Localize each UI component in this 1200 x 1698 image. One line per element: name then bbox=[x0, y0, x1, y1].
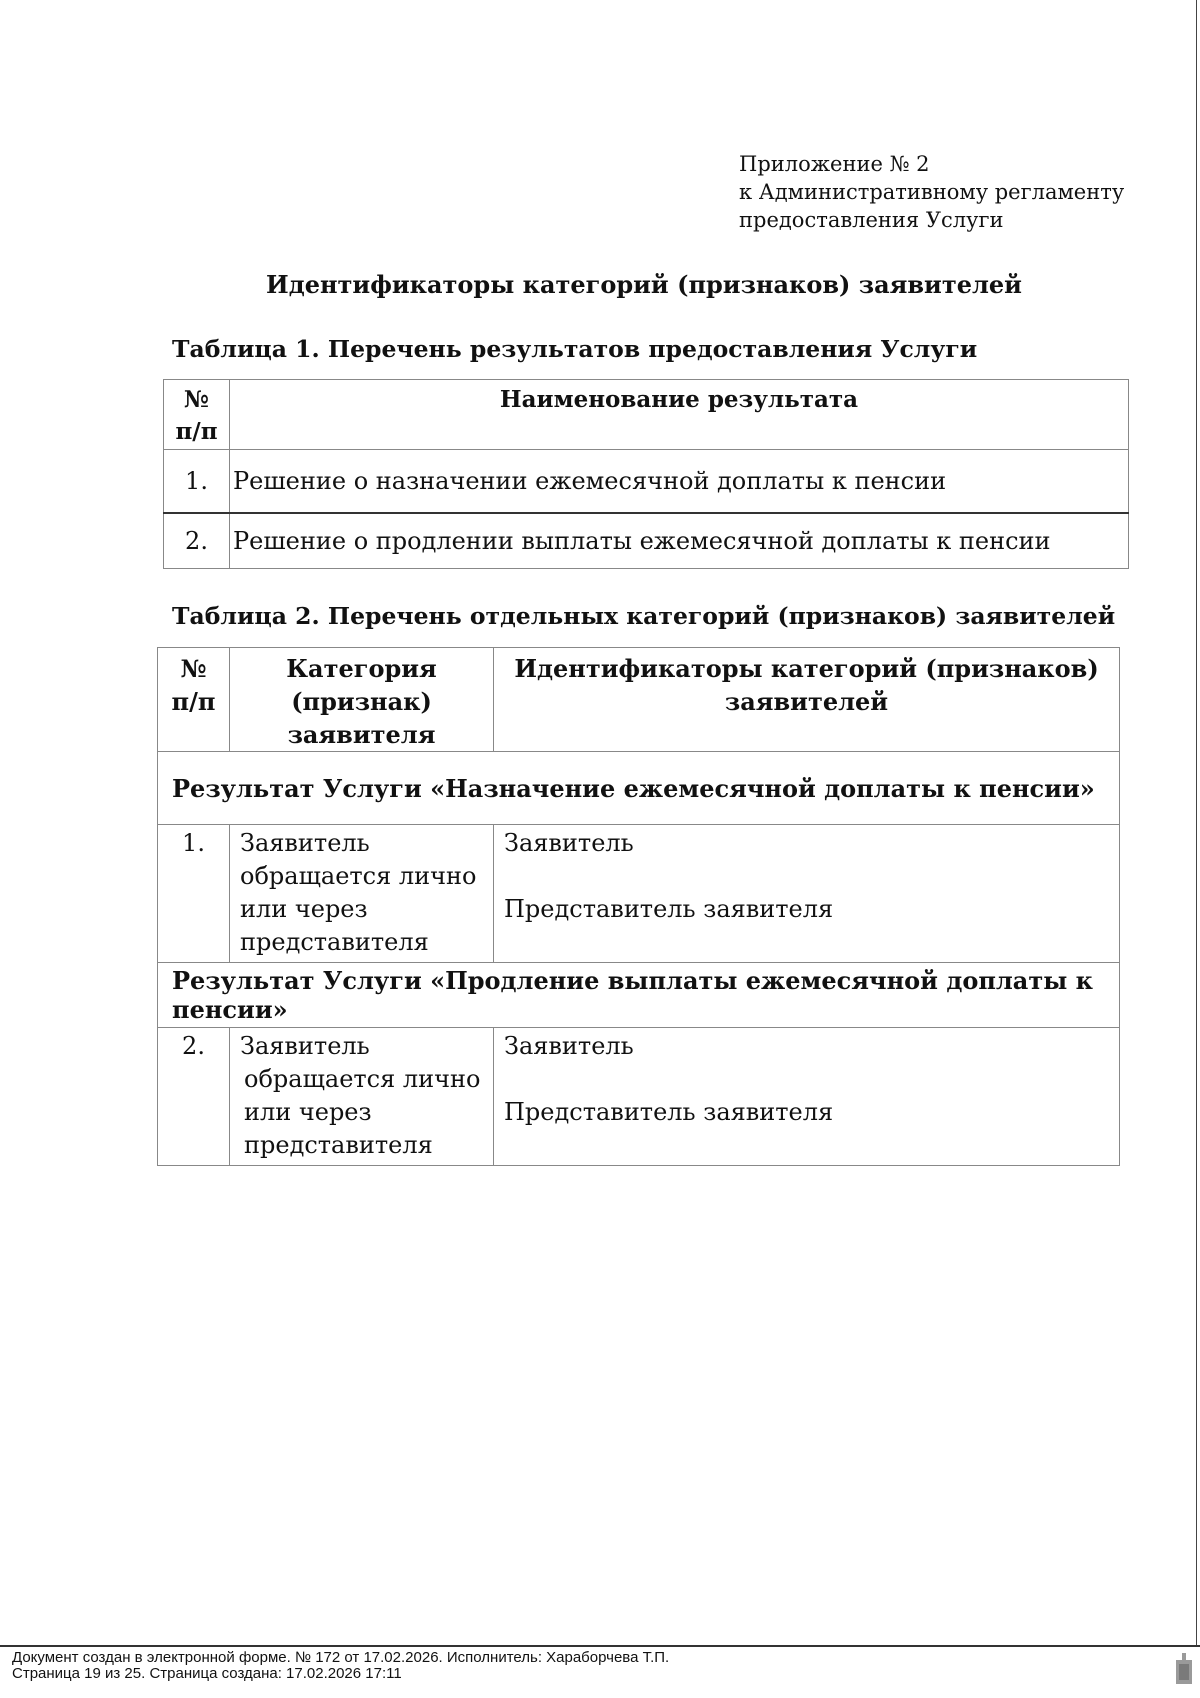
category-identifiers bbox=[494, 1028, 1120, 1166]
page-edge-rule bbox=[1196, 0, 1197, 1645]
result-name: Решение о продлении выплаты ежемесячной доплаты к пенсии bbox=[230, 513, 1129, 569]
categories-header-num-line-1: № bbox=[180, 654, 207, 683]
categories-header-ids bbox=[494, 648, 1120, 752]
results-table-header bbox=[164, 380, 1129, 450]
categories-header-category bbox=[230, 648, 494, 752]
category-line: или через bbox=[240, 895, 368, 923]
table2-caption: Таблица 2. Перечень отдельных категорий (признаков) заявителей bbox=[172, 602, 1116, 630]
category-line: представителя bbox=[240, 928, 429, 956]
appendix-line-2: к Административному регламенту bbox=[739, 180, 1125, 204]
category-line: Заявитель bbox=[240, 829, 370, 857]
categories-header-category-line-1: Категория bbox=[286, 654, 437, 683]
results-header-name: Наименование результата bbox=[230, 380, 1129, 450]
category-line: Заявитель bbox=[240, 1032, 370, 1060]
footer-line-1: Документ создан в электронной форме. № 172 от 17.02.2026. Исполнитель: Хараборчева Т.П. bbox=[12, 1649, 670, 1666]
category-line: представителя bbox=[244, 1131, 433, 1159]
category-line: обращается лично bbox=[240, 862, 477, 890]
identifier-spacer bbox=[504, 1063, 1119, 1096]
document-title: Идентификаторы категорий (признаков) заявителей bbox=[266, 270, 1022, 299]
coat-of-arms-icon bbox=[1174, 1652, 1194, 1686]
category-line: или через bbox=[244, 1098, 372, 1126]
row-number: 2. bbox=[158, 1028, 230, 1166]
categories-table bbox=[157, 647, 1120, 1166]
section-row bbox=[158, 963, 1120, 1028]
category-line: обращается лично bbox=[244, 1065, 481, 1093]
categories-header-num bbox=[158, 648, 230, 752]
row-number: 2. bbox=[164, 513, 230, 569]
footer-rule bbox=[0, 1645, 1200, 1647]
results-table bbox=[163, 379, 1129, 569]
section-title: Результат Услуги «Назначение ежемесячной доплаты к пенсии» bbox=[158, 752, 1120, 825]
categories-header-category-line-2: (признак) bbox=[291, 687, 432, 716]
row-number: 1. bbox=[158, 825, 230, 963]
categories-table-header bbox=[158, 648, 1120, 752]
appendix-line-3: предоставления Услуги bbox=[739, 208, 1004, 232]
category-identifiers bbox=[494, 825, 1120, 963]
identifier-item: Заявитель bbox=[504, 829, 634, 857]
applicant-category bbox=[230, 1028, 494, 1166]
table-row bbox=[164, 513, 1129, 569]
categories-header-ids-line-2: заявителей bbox=[724, 687, 889, 716]
results-header-num-line-1: № bbox=[184, 386, 209, 413]
identifier-item: Представитель заявителя bbox=[504, 1098, 834, 1126]
appendix-note bbox=[739, 150, 1124, 234]
document-footer bbox=[12, 1650, 669, 1682]
identifier-spacer bbox=[504, 860, 1119, 893]
footer-line-2: Страница 19 из 25. Страница создана: 17.02.2026 17:11 bbox=[12, 1665, 402, 1682]
section-title: Результат Услуги «Продление выплаты ежемесячной доплаты к пенсии» bbox=[158, 963, 1120, 1028]
section-row bbox=[158, 752, 1120, 825]
results-header-num bbox=[164, 380, 230, 450]
applicant-category bbox=[230, 825, 494, 963]
identifier-item: Заявитель bbox=[504, 1032, 634, 1060]
appendix-line-1: Приложение № 2 bbox=[739, 152, 930, 176]
table-row bbox=[158, 825, 1120, 963]
categories-header-ids-line-1: Идентификаторы категорий (признаков) bbox=[514, 654, 1099, 683]
table1-caption: Таблица 1. Перечень результатов предоставления Услуги bbox=[172, 335, 978, 363]
table-row bbox=[164, 450, 1129, 513]
row-number: 1. bbox=[164, 450, 230, 513]
result-name: Решение о назначении ежемесячной доплаты к пенсии bbox=[230, 450, 1129, 513]
identifier-item: Представитель заявителя bbox=[504, 895, 834, 923]
categories-header-category-line-3: заявителя bbox=[287, 720, 436, 749]
table-row bbox=[158, 1028, 1120, 1166]
categories-header-num-line-2: п/п bbox=[171, 687, 216, 716]
results-header-num-line-2: п/п bbox=[175, 418, 218, 445]
